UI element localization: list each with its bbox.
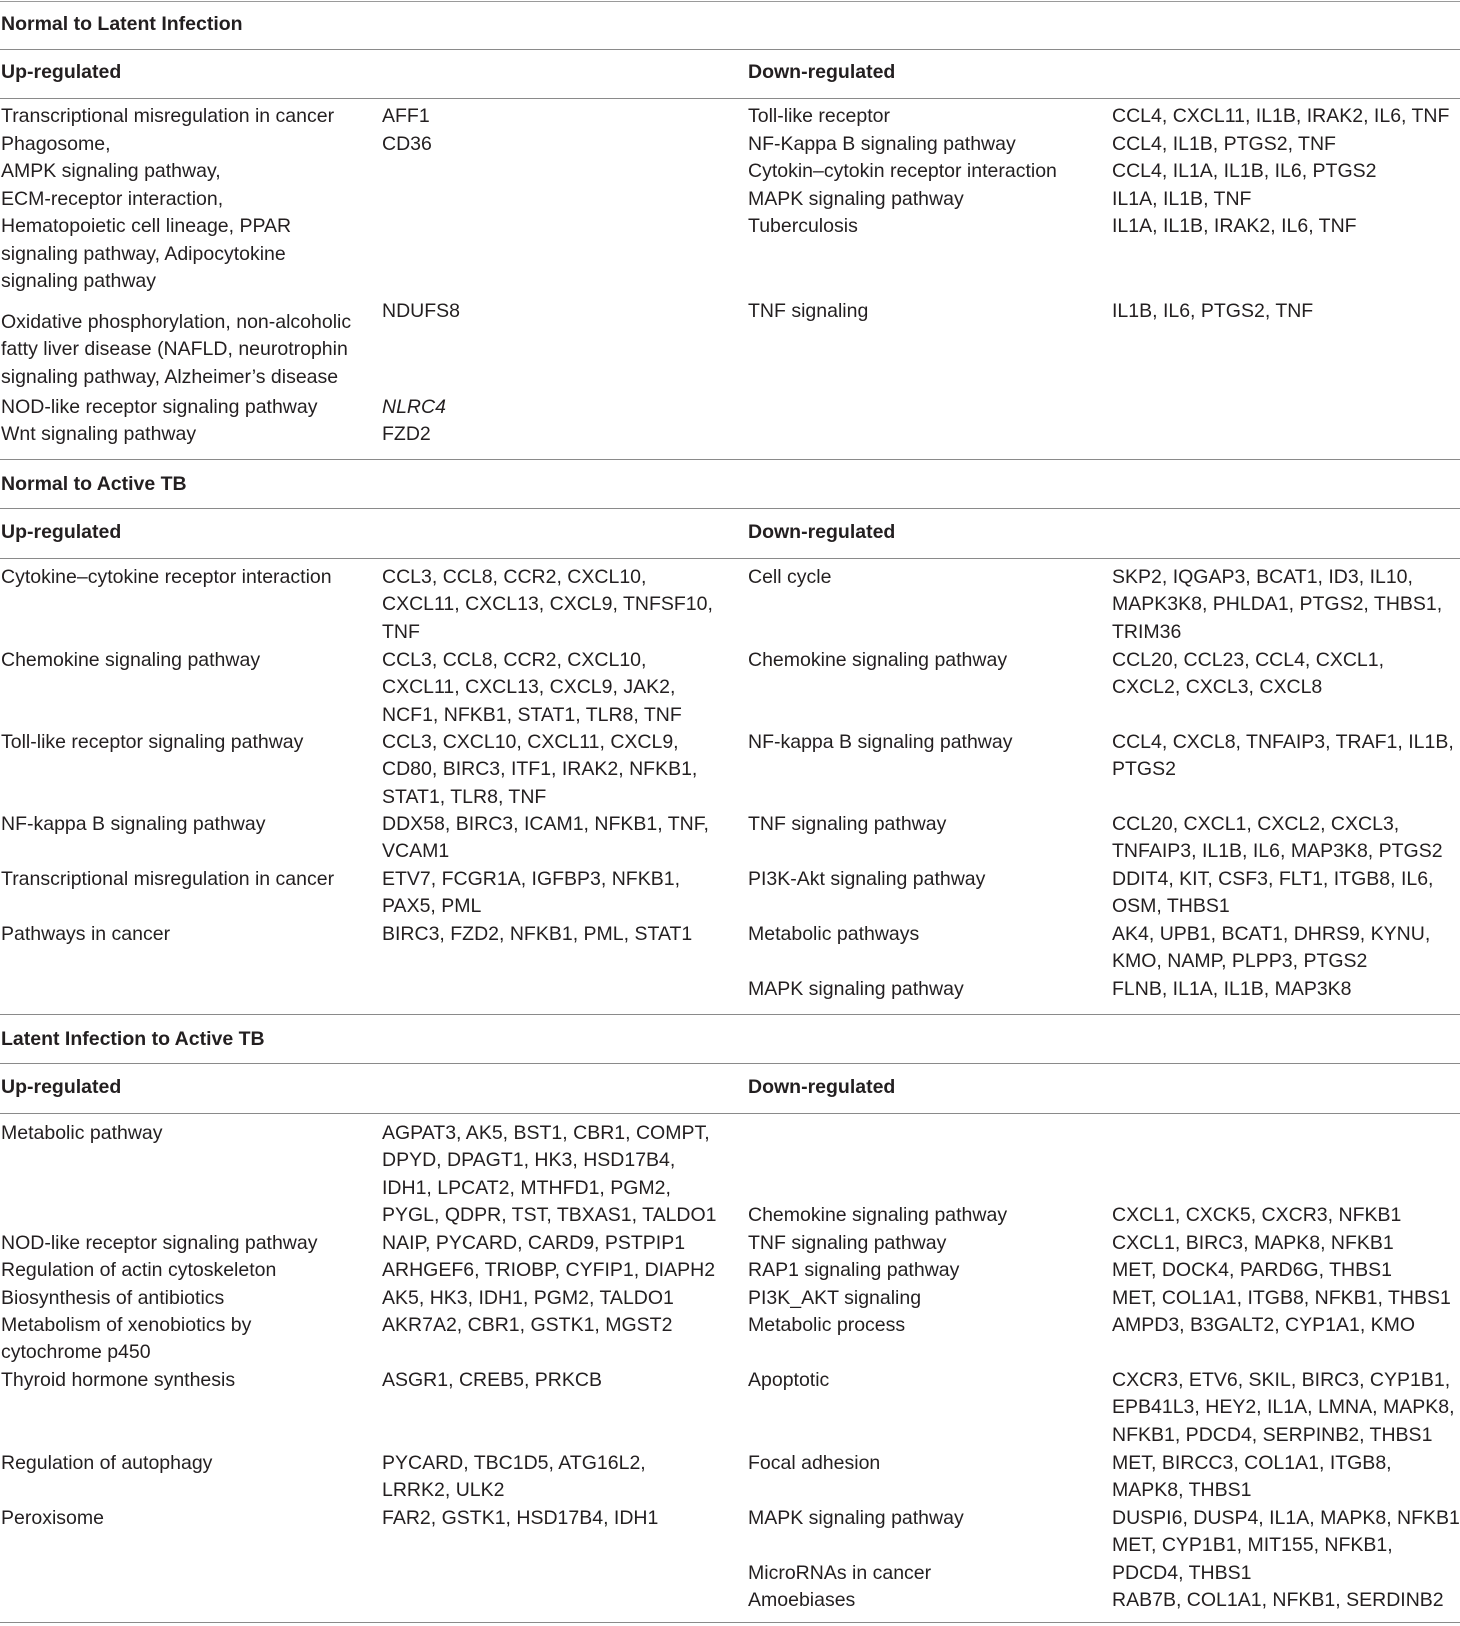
down-genes: CCL4, CXCL11, IL1B, IRAK2, IL6, TNF — [1112, 105, 1450, 127]
down-genes: DUSPI6, DUSP4, IL1A, MAPK8, NFKB1 MET, CYP1B1, MIT155, NFKB1, — [1112, 1507, 1460, 1557]
down-genes: CXCL1, CXCK5, CXCR3, NFKB1 — [1112, 1204, 1402, 1226]
up-pathway: Cytokine–cytokine receptor interaction — [1, 566, 332, 588]
up-genes: BIRC3, FZD2, NFKB1, PML, STAT1 — [382, 923, 693, 945]
up-genes: ETV7, FCGR1A, IGFBP3, NFKB1, PAX5, PML — [382, 868, 680, 918]
down-pathway: Cytokin–cytokin receptor interaction — [748, 160, 1057, 182]
down-pathway: TNF signaling pathway — [748, 1232, 947, 1254]
up-pathway: Chemokine signaling pathway — [1, 649, 261, 671]
down-genes: MET, BIRCC3, COL1A1, ITGB8, MAPK8, THBS1 — [1112, 1452, 1392, 1502]
up-pathway: NF-kappa B signaling pathway — [1, 813, 266, 835]
section-rule — [0, 459, 1460, 460]
down-genes: CXCL1, BIRC3, MAPK8, NFKB1 — [1112, 1232, 1394, 1254]
table-bottom-rule — [0, 1622, 1460, 1623]
down-pathway: Cell cycle — [748, 566, 832, 588]
section-title: Latent Infection to Active TB — [1, 1028, 265, 1050]
up-genes: FZD2 — [382, 423, 431, 445]
up-pathway: Metabolism of xenobiotics by cytochrome p450 — [1, 1314, 252, 1364]
down-pathway: Apoptotic — [748, 1369, 830, 1391]
section-rule — [0, 1063, 1460, 1064]
up-pathway: Biosynthesis of antibiotics — [1, 1287, 225, 1309]
up-pathway: Peroxisome — [1, 1507, 104, 1529]
down-pathway: Focal adhesion — [748, 1452, 881, 1474]
up-genes: ARHGEF6, TRIOBP, CYFIP1, DIAPH2 — [382, 1259, 716, 1281]
down-pathway: Chemokine signaling pathway — [748, 649, 1008, 671]
up-pathway: Thyroid hormone synthesis — [1, 1369, 236, 1391]
up-regulated-header: Up-regulated — [1, 1076, 122, 1098]
down-genes: CCL20, CCL23, CCL4, CXCL1, CXCL2, CXCL3, CXCL8 — [1112, 649, 1385, 699]
section-rule — [0, 508, 1460, 509]
down-pathway: RAP1 signaling pathway — [748, 1259, 960, 1281]
up-genes: AK5, HK3, IDH1, PGM2, TALDO1 — [382, 1287, 674, 1309]
section-rule — [0, 49, 1460, 50]
up-genes: AKR7A2, CBR1, GSTK1, MGST2 — [382, 1314, 673, 1336]
up-pathway: Transcriptional misregulation in cancer — [1, 868, 335, 890]
down-pathway: Metabolic process — [748, 1314, 906, 1336]
up-pathway: Regulation of actin cytoskeleton — [1, 1259, 277, 1281]
up-genes: AFF1 — [382, 105, 430, 127]
down-genes: CCL4, CXCL8, TNFAIP3, TRAF1, IL1B, PTGS2 — [1112, 731, 1454, 781]
up-regulated-header: Up-regulated — [1, 61, 122, 83]
down-regulated-header: Down-regulated — [748, 521, 896, 543]
down-pathway: MAPK signaling pathway — [748, 1507, 964, 1529]
up-genes: NLRC4 — [382, 396, 446, 418]
down-genes: CCL4, IL1B, PTGS2, TNF — [1112, 133, 1336, 155]
up-pathway: Metabolic pathway — [1, 1122, 163, 1144]
down-pathway: Tuberculosis — [748, 215, 858, 237]
down-pathway: MAPK signaling pathway — [748, 188, 964, 210]
section-title: Normal to Latent Infection — [1, 13, 243, 35]
up-genes: ASGR1, CREB5, PRKCB — [382, 1369, 602, 1391]
down-pathway: Chemokine signaling pathway — [748, 1204, 1008, 1226]
down-genes: SKP2, IQGAP3, BCAT1, ID3, IL10, MAPK3K8, PHLDA1, PTGS2, THBS1, TRIM36 — [1112, 566, 1443, 643]
down-pathway: PI3K-Akt signaling pathway — [748, 868, 986, 890]
up-genes: NAIP, PYCARD, CARD9, PSTPIP1 — [382, 1232, 686, 1254]
down-genes: MET, DOCK4, PARD6G, THBS1 — [1112, 1259, 1392, 1281]
down-genes: CCL4, IL1A, IL1B, IL6, PTGS2 — [1112, 160, 1377, 182]
up-genes: PYCARD, TBC1D5, ATG16L2, LRRK2, ULK2 — [382, 1452, 646, 1502]
up-pathway: Transcriptional misregulation in cancer — [1, 105, 335, 127]
down-genes: FLNB, IL1A, IL1B, MAP3K8 — [1112, 978, 1352, 1000]
down-genes: PDCD4, THBS1 — [1112, 1562, 1252, 1584]
section-title: Normal to Active TB — [1, 473, 187, 495]
down-genes: RAB7B, COL1A1, NFKB1, SERDINB2 — [1112, 1589, 1444, 1611]
down-genes: IL1B, IL6, PTGS2, TNF — [1112, 300, 1314, 322]
down-pathway: Toll-like receptor — [748, 105, 890, 127]
down-genes: DDIT4, KIT, CSF3, FLT1, ITGB8, IL6, OSM, THBS1 — [1112, 868, 1434, 918]
down-regulated-header: Down-regulated — [748, 61, 896, 83]
up-pathway: Oxidative phosphorylation, non-alcoholic fatty liver disease (NAFLD, neurotrophin signaling pathway, Alzheimer’s disease — [1, 311, 352, 388]
up-pathway: Phagosome, AMPK signaling pathway, ECM-receptor interaction, Hematopoietic cell lineage, PPAR signaling pathway, Adipocytokine signaling pathway — [1, 133, 292, 293]
down-pathway: Metabolic pathways — [748, 923, 920, 945]
header-rule — [0, 558, 1460, 559]
down-pathway: MicroRNAs in cancer — [748, 1562, 932, 1584]
down-genes: CCL20, CXCL1, CXCL2, CXCL3, TNFAIP3, IL1B, IL6, MAP3K8, PTGS2 — [1112, 813, 1443, 863]
down-genes: CXCR3, ETV6, SKIL, BIRC3, CYP1B1, EPB41L3, HEY2, IL1A, LMNA, MAPK8, NFKB1, PDCD4, SERPINB2, THBS1 — [1112, 1369, 1455, 1446]
up-genes: NDUFS8 — [382, 300, 461, 322]
down-pathway: NF-Kappa B signaling pathway — [748, 133, 1016, 155]
down-genes: IL1A, IL1B, IRAK2, IL6, TNF — [1112, 215, 1357, 237]
up-genes: CD36 — [382, 133, 432, 155]
up-pathway: NOD-like receptor signaling pathway — [1, 1232, 318, 1254]
section-rule — [0, 1014, 1460, 1015]
up-pathway: NOD-like receptor signaling pathway — [1, 396, 318, 418]
up-genes: FAR2, GSTK1, HSD17B4, IDH1 — [382, 1507, 659, 1529]
down-genes: MET, COL1A1, ITGB8, NFKB1, THBS1 — [1112, 1287, 1451, 1309]
down-pathway: TNF signaling — [748, 300, 869, 322]
up-genes: DDX58, BIRC3, ICAM1, NFKB1, TNF, VCAM1 — [382, 813, 709, 863]
table-top-rule — [0, 1, 1460, 2]
up-pathway: Wnt signaling pathway — [1, 423, 197, 445]
up-genes: AGPAT3, AK5, BST1, CBR1, COMPT, DPYD, DPAGT1, HK3, HSD17B4, IDH1, LPCAT2, MTHFD1, PGM2, PYGL, QDPR, TST, TBXAS1, TALDO1 — [382, 1122, 717, 1227]
down-pathway: PI3K_AKT signaling — [748, 1287, 922, 1309]
down-genes: IL1A, IL1B, TNF — [1112, 188, 1252, 210]
down-pathway: MAPK signaling pathway — [748, 978, 964, 1000]
down-pathway: NF-kappa B signaling pathway — [748, 731, 1013, 753]
up-pathway: Pathways in cancer — [1, 923, 171, 945]
down-genes: AMPD3, B3GALT2, CYP1A1, KMO — [1112, 1314, 1416, 1336]
up-regulated-header: Up-regulated — [1, 521, 122, 543]
up-pathway: Toll-like receptor signaling pathway — [1, 731, 304, 753]
down-regulated-header: Down-regulated — [748, 1076, 896, 1098]
down-pathway: TNF signaling pathway — [748, 813, 947, 835]
up-genes: CCL3, CXCL10, CXCL11, CXCL9, CD80, BIRC3, ITF1, IRAK2, NFKB1, STAT1, TLR8, TNF — [382, 731, 698, 808]
up-genes: CCL3, CCL8, CCR2, CXCL10, CXCL11, CXCL13, CXCL9, JAK2, NCF1, NFKB1, STAT1, TLR8, TNF — [382, 649, 682, 726]
header-rule — [0, 98, 1460, 99]
up-pathway: Regulation of autophagy — [1, 1452, 213, 1474]
down-pathway: Amoebiases — [748, 1589, 856, 1611]
down-genes: AK4, UPB1, BCAT1, DHRS9, KYNU, KMO, NAMP, PLPP3, PTGS2 — [1112, 923, 1431, 973]
header-rule — [0, 1113, 1460, 1114]
up-genes: CCL3, CCL8, CCR2, CXCL10, CXCL11, CXCL13, CXCL9, TNFSF10, TNF — [382, 566, 713, 643]
